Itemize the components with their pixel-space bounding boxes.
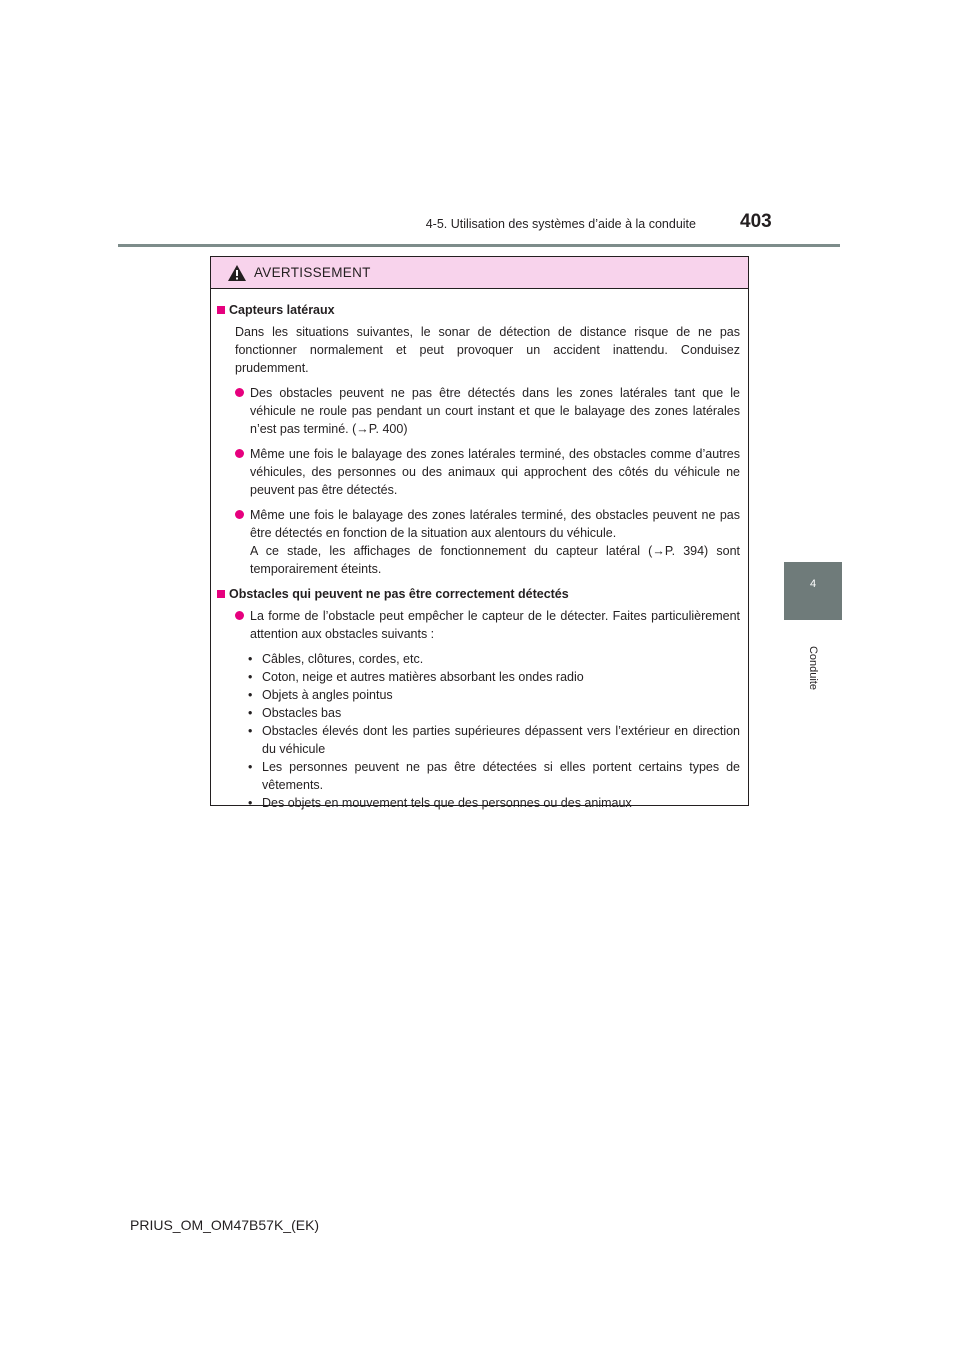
bullet-icon: • — [248, 724, 253, 738]
section-heading-text: Capteurs latéraux — [229, 303, 335, 317]
list-item-line: A ce stade, les affichages de fonctionnement du capteur latéral (→P. 394) sont temporairement éteints. — [250, 544, 740, 576]
list-item-text — [250, 506, 740, 578]
list-item — [217, 445, 740, 499]
warning-triangle-icon — [227, 264, 247, 282]
sub-list-item: • Les personnes peuvent ne pas être détectées si elles portent certains types de vêtements. — [248, 760, 740, 792]
list-item-line: Même une fois le balayage des zones latérales terminé, des obstacles peuvent ne pas être détectés en fonction de la situation aux alentours du véhicule. — [250, 508, 740, 540]
list-item-text: La forme de l’obstacle peut empêcher le capteur de le détecter. Faites particulièrement attention aux obstacles suivants : — [250, 609, 740, 641]
section-intro: Dans les situations suivantes, le sonar de détection de distance risque de ne pas fonctionner normalement et peut provoquer un accident inattendu. Conduisez prudemment. — [235, 325, 740, 375]
bullet-icon: • — [248, 706, 253, 720]
square-bullet-icon — [217, 306, 225, 314]
bullet-icon: • — [248, 796, 253, 810]
document-code: PRIUS_OM_OM47B57K_(EK) — [130, 1217, 320, 1233]
section-heading — [217, 301, 740, 319]
running-header: 4-5. Utilisation des systèmes d’aide à la conduite — [425, 217, 696, 231]
sub-list-item: • Objets à angles pointus — [248, 688, 393, 702]
sub-list-item: • Coton, neige et autres matières absorbant les ondes radio — [248, 670, 584, 684]
chapter-tab — [784, 562, 842, 620]
list-item — [217, 607, 740, 643]
list-item-text: Des obstacles peuvent ne pas être détectés dans les zones latérales tant que le véhicule ne roule pas pendant un court instant et que le balayage des zones latérales n’est pas terminé. (→P. 400) — [250, 386, 740, 436]
warning-header — [211, 257, 748, 289]
bullet-icon: • — [248, 652, 253, 666]
sub-list-item: • Des objets en mouvement tels que des personnes ou des animaux — [248, 796, 632, 810]
bullet-icon: • — [248, 670, 253, 684]
dot-bullet-icon — [235, 388, 244, 397]
chapter-number: 4 — [809, 578, 817, 590]
section-heading-text: Obstacles qui peuvent ne pas être correctement détectés — [229, 587, 569, 601]
section-heading — [217, 585, 740, 603]
header-divider — [118, 244, 840, 247]
list-item — [217, 384, 740, 438]
dot-bullet-icon — [235, 510, 244, 519]
page-number: 403 — [740, 211, 772, 232]
square-bullet-icon — [217, 590, 225, 598]
dot-bullet-icon — [235, 449, 244, 458]
dot-bullet-icon — [235, 611, 244, 620]
sub-list-item: • Obstacles élevés dont les parties supérieures dépassent vers l’extérieur en direction du véhicule — [248, 724, 740, 756]
sub-list — [217, 650, 740, 812]
list-item-text: Même une fois le balayage des zones latérales terminé, des obstacles comme d’autres véhicules, des personnes ou des animaux qui approchent des côtés du véhicule ne peuvent pas être détectés. — [250, 447, 740, 497]
chapter-label: Conduite — [807, 645, 819, 691]
warning-body — [211, 289, 748, 812]
list-item — [217, 506, 740, 578]
bullet-icon: • — [248, 688, 253, 702]
sub-list-item: • Câbles, clôtures, cordes, etc. — [248, 652, 424, 666]
warning-box — [210, 256, 749, 810]
sub-list-item: • Obstacles bas — [248, 706, 342, 720]
bullet-icon: • — [248, 760, 253, 774]
warning-title: AVERTISSEMENT — [254, 265, 371, 280]
